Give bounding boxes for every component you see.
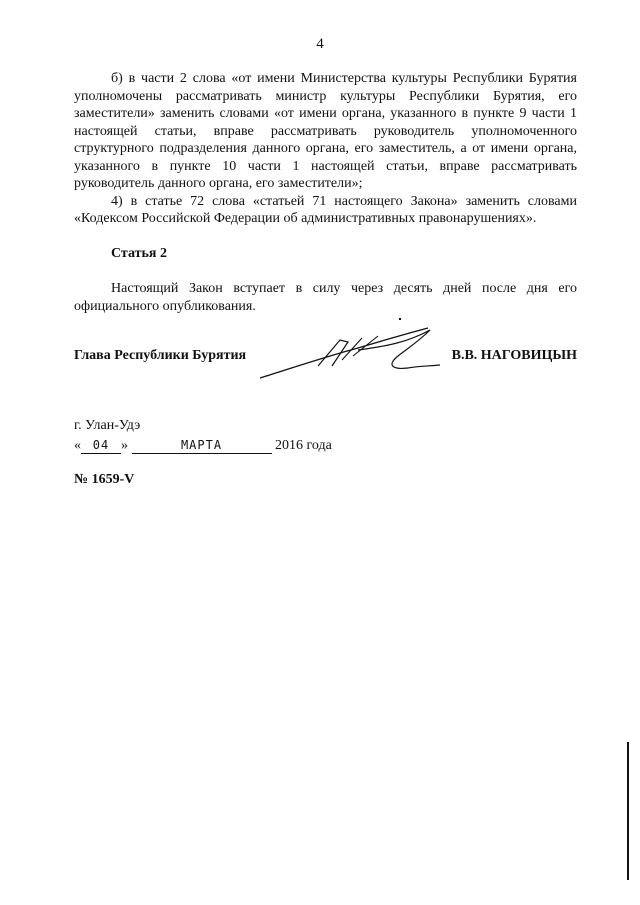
handwritten-signature bbox=[258, 322, 448, 392]
signatory-title: Глава Республики Бурятия bbox=[74, 348, 247, 363]
signing-date bbox=[74, 438, 332, 454]
place-of-signing: г. Улан-Удэ bbox=[74, 418, 141, 433]
date-year: 2016 года bbox=[275, 438, 332, 453]
scan-edge-mark bbox=[627, 742, 629, 880]
date-day: 04 bbox=[81, 438, 121, 454]
paragraph-b: б) в части 2 слова «от имени Министерства культуры Республики Бурятия уполномочены рассматривать министр культуры Республики Бурятия, его заместители» заменить словами «от имени органа, указанного в пункте 9 части 1 настоящей статьи, вправе рассматривать руководитель уполномоченного структурного подразделения данного органа, его заместитель, а от имени органа, указанного в пункте 10 части 1 настоящей статьи, вправе рассматривать руководитель данного органа, его заместители»; bbox=[74, 71, 577, 191]
date-close-quote: » bbox=[121, 438, 128, 453]
paragraph-4: 4) в статье 72 слова «статьей 71 настоящего Закона» заменить словами «Кодексом Российской Федерации об административных правонарушениях». bbox=[74, 193, 577, 226]
signatory-name: В.В. НАГОВИЦЫН bbox=[451, 348, 577, 363]
document-number: № 1659-V bbox=[74, 472, 135, 487]
amendment-text bbox=[74, 70, 577, 228]
page-number: 4 bbox=[316, 36, 324, 52]
article-text: Настоящий Закон вступает в силу через десять дней после дня его официального опубликования. bbox=[74, 281, 577, 314]
date-open-quote: « bbox=[74, 438, 81, 453]
article-heading: Статья 2 bbox=[111, 246, 167, 261]
ink-dot bbox=[399, 318, 401, 320]
date-month: МАРТА bbox=[132, 438, 272, 454]
